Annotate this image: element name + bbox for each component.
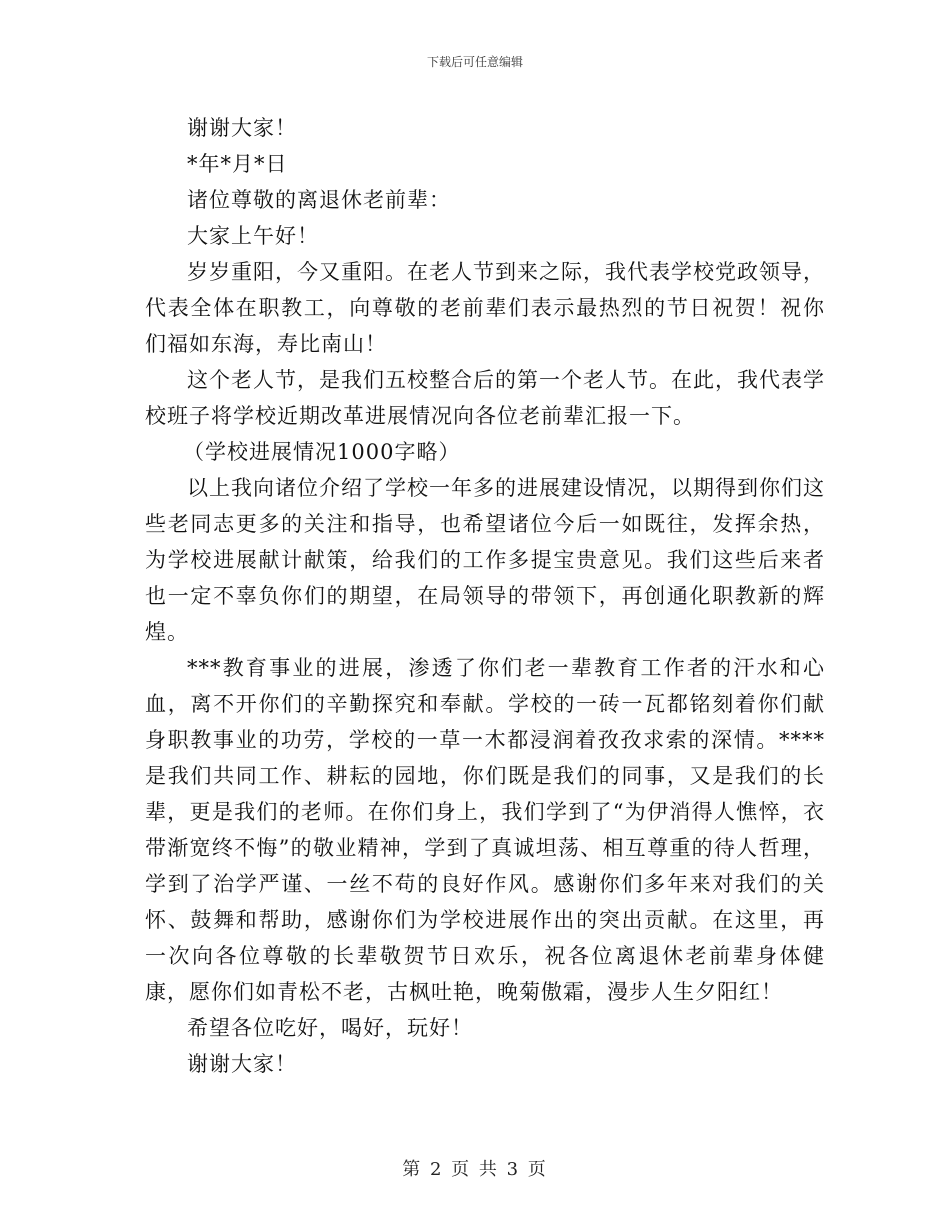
paragraph-salutation: 诸位尊敬的离退休老前辈： bbox=[187, 188, 451, 212]
paragraph-report-intro: 这个老人节，是我们五校整合后的第一个老人节。在此，我代表学校班子将学校近期改革进展情况向各位老前辈汇报一下。 bbox=[145, 368, 825, 428]
paragraph-date: *年*月*日 bbox=[187, 152, 288, 176]
paragraph-thanks-bottom: 谢谢大家！ bbox=[187, 1052, 297, 1076]
paragraph-summary: 以上我向诸位介绍了学校一年多的进展建设情况，以期得到你们这些老同志更多的关注和指导，也希望诸位今后一如既往，发挥余热，为学校进展献计献策，给我们的工作多提宝贵意见。我们这些后来者也一定不辜负你们的期望，在局领导的带领下，再创通化职教新的辉煌。 bbox=[145, 476, 825, 644]
page-number: 第 2 页 共 3 页 bbox=[402, 1159, 548, 1180]
paragraph-gratitude: ***教育事业的进展，渗透了你们老一辈教育工作者的汗水和心血，离不开你们的辛勤探究和奉献。学校的一砖一瓦都铭刻着你们献身职教事业的功劳，学校的一草一木都浸润着孜孜求索的深情。****是我们共同工作、耕耘的园地，你们既是我们的同事，又是我们的长辈，更是我们的老师。在你们身上，我们学到了“为伊消得人憔悴，衣带渐宽终不悔”的敬业精神，学到了真诚坦荡、相互尊重的待人哲理，学到了治学严谨、一丝不苟的良好作风。感谢你们多年来对我们的关怀、鼓舞和帮助，感谢你们为学校进展作出的突出贡献。在这里，再一次向各位尊敬的长辈敬贺节日欢乐，祝各位离退休老前辈身体健康，愿你们如青松不老，古枫吐艳，晚菊傲霜，漫步人生夕阳红！ bbox=[145, 656, 825, 1004]
page-header: 下载后可任意编辑 bbox=[426, 55, 523, 69]
paragraph-thanks-top: 谢谢大家！ bbox=[187, 116, 297, 140]
paragraph-festival-wishes: 岁岁重阳，今又重阳。在老人节到来之际，我代表学校党政领导，代表全体在职教工，向尊敬的老前辈们表示最热烈的节日祝贺！祝你们福如东海，寿比南山！ bbox=[145, 260, 825, 356]
document-body bbox=[145, 110, 825, 1082]
paragraph-omitted-note: （学校进展情况1000字略） bbox=[183, 440, 461, 464]
paragraph-enjoy: 希望各位吃好，喝好，玩好！ bbox=[187, 1016, 473, 1040]
paragraph-greeting: 大家上午好！ bbox=[187, 224, 319, 248]
